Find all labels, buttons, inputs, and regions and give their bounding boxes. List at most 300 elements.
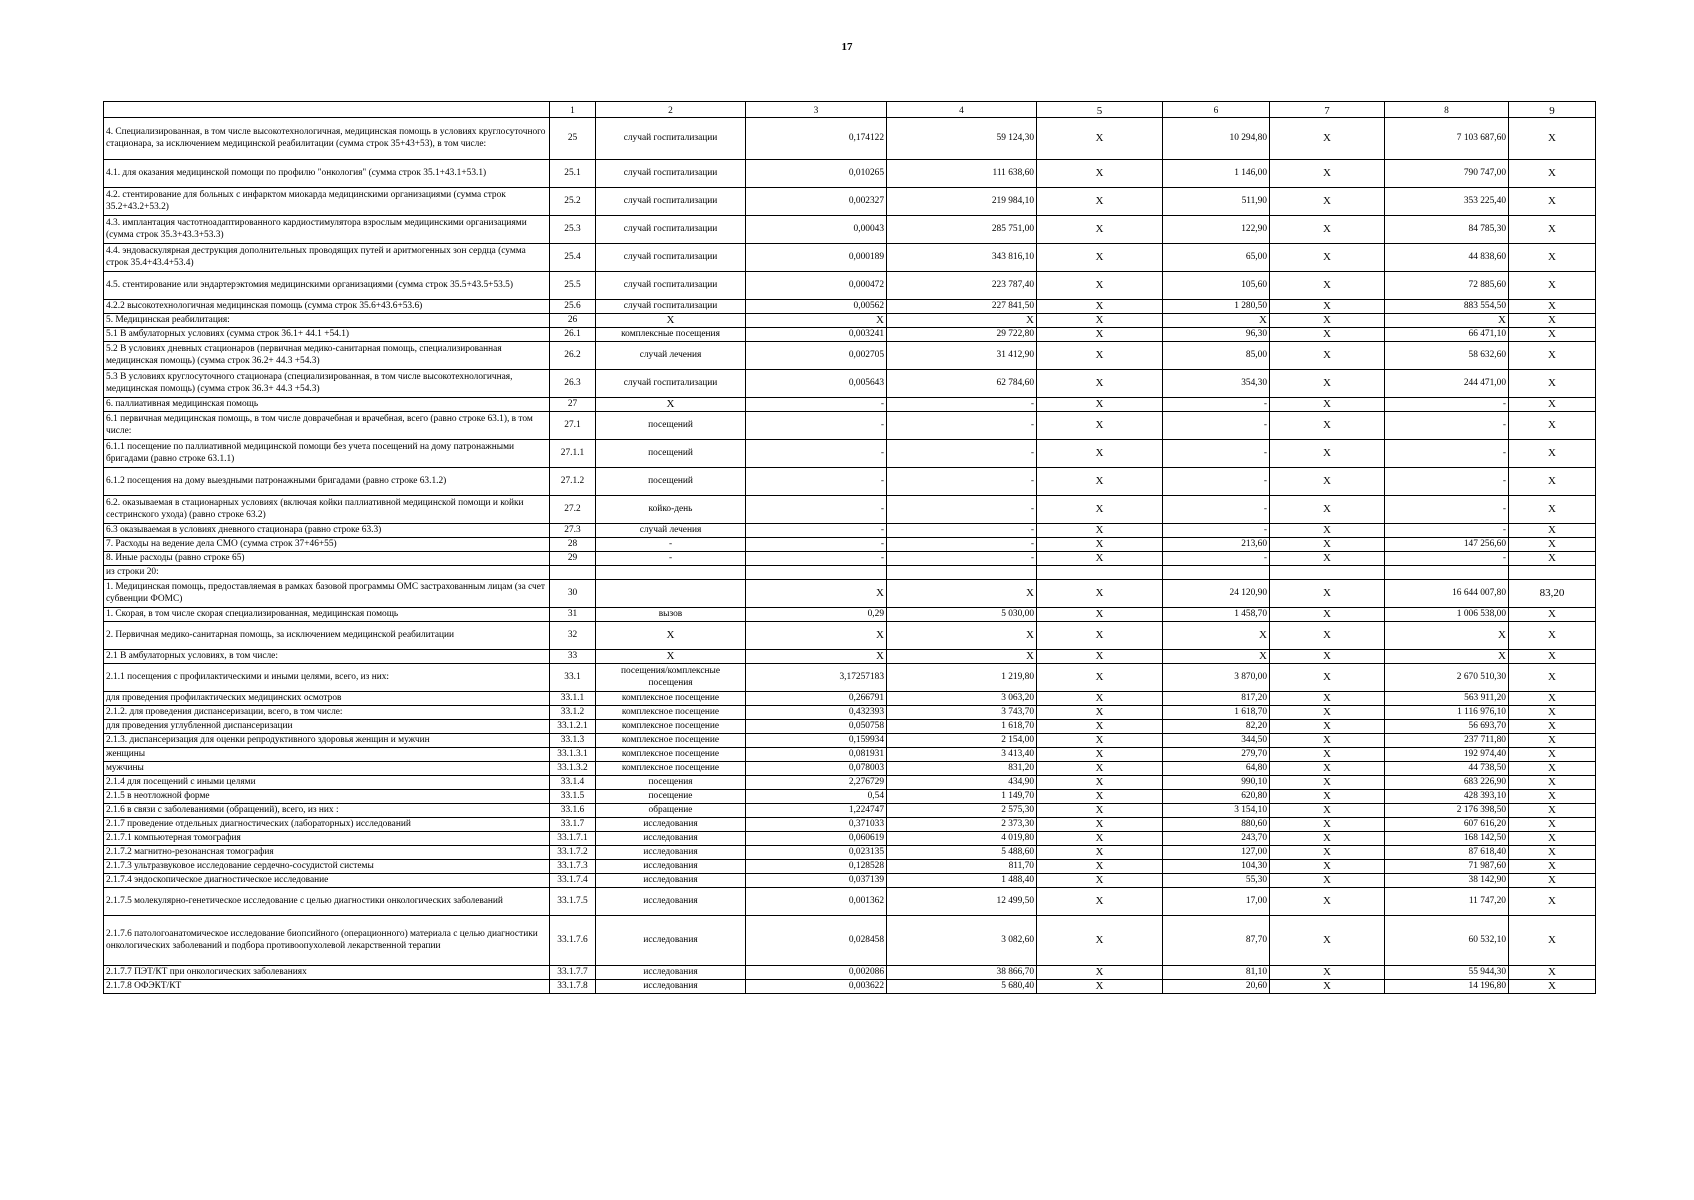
- table-cell: -: [1163, 496, 1270, 524]
- table-cell: X: [1509, 412, 1596, 440]
- table-row: [104, 272, 1596, 300]
- row-label-cell: из строки 20:: [104, 566, 550, 580]
- table-cell: 237 711,80: [1385, 734, 1509, 748]
- table-cell: X: [1037, 342, 1163, 370]
- table-row: [104, 860, 1596, 874]
- table-cell: -: [746, 440, 887, 468]
- table-cell: 5 488,60: [887, 846, 1037, 860]
- table-cell: случай госпитализации: [596, 370, 746, 398]
- table-cell: 1 219,80: [887, 664, 1037, 692]
- table-cell: 0,010265: [746, 160, 887, 188]
- table-row: [104, 468, 1596, 496]
- table-cell: X: [1037, 664, 1163, 692]
- table-cell: 213,60: [1163, 538, 1270, 552]
- table-cell: X: [1270, 748, 1385, 762]
- table-cell: X: [1037, 888, 1163, 916]
- table-cell: 883 554,50: [1385, 300, 1509, 314]
- table-cell: 0,050758: [746, 720, 887, 734]
- table-cell: случай госпитализации: [596, 300, 746, 314]
- table-row: [104, 496, 1596, 524]
- table-cell: 434,90: [887, 776, 1037, 790]
- table-cell: 127,00: [1163, 846, 1270, 860]
- table-row: [104, 160, 1596, 188]
- table-row: [104, 524, 1596, 538]
- table-cell: X: [1509, 692, 1596, 706]
- table-cell: 33.1.3: [550, 734, 596, 748]
- table-cell: 72 885,60: [1385, 272, 1509, 300]
- table-cell: X: [1270, 580, 1385, 608]
- table-cell: X: [1509, 832, 1596, 846]
- table-cell: -: [746, 468, 887, 496]
- table-cell: 26.1: [550, 328, 596, 342]
- table-row: [104, 342, 1596, 370]
- table-row: [104, 762, 1596, 776]
- table-cell: X: [596, 314, 746, 328]
- table-cell: X: [1270, 608, 1385, 622]
- table-cell: комплексные посещения: [596, 328, 746, 342]
- table-cell: 82,20: [1163, 720, 1270, 734]
- table-cell: X: [1509, 524, 1596, 538]
- table-cell: X: [1037, 440, 1163, 468]
- table-cell: -: [746, 552, 887, 566]
- table-cell: X: [1037, 538, 1163, 552]
- table-cell: 104,30: [1163, 860, 1270, 874]
- table-cell: X: [1037, 734, 1163, 748]
- table-row: [104, 706, 1596, 720]
- table-cell: X: [1037, 874, 1163, 888]
- column-number-header: 1: [550, 102, 596, 118]
- table-cell: 1,224747: [746, 804, 887, 818]
- table-cell: X: [1037, 790, 1163, 804]
- table-cell: X: [1509, 244, 1596, 272]
- column-number-header: 7: [1270, 102, 1385, 118]
- table-cell: 25.2: [550, 188, 596, 216]
- table-cell: X: [1270, 398, 1385, 412]
- table-cell: X: [1270, 552, 1385, 566]
- table-cell: X: [1037, 580, 1163, 608]
- table-cell: 33.1.7.3: [550, 860, 596, 874]
- row-label-cell: 2.1.6 в связи с заболеваниями (обращений), всего, из них :: [104, 804, 550, 818]
- row-label-cell: 2.1.7.8 ОФЭКТ/КТ: [104, 980, 550, 994]
- table-cell: X: [1270, 300, 1385, 314]
- table-cell: 0,00562: [746, 300, 887, 314]
- table-cell: X: [1385, 314, 1509, 328]
- table-cell: 33.1.3.1: [550, 748, 596, 762]
- table-cell: -: [1385, 524, 1509, 538]
- table-cell: X: [887, 622, 1037, 650]
- column-number-header: 4: [887, 102, 1037, 118]
- table-cell: 62 784,60: [887, 370, 1037, 398]
- table-cell: 27.1: [550, 412, 596, 440]
- table-cell: случай госпитализации: [596, 272, 746, 300]
- table-cell: 66 471,10: [1385, 328, 1509, 342]
- table-cell: 0,028458: [746, 916, 887, 966]
- table-cell: 1 280,50: [1163, 300, 1270, 314]
- table-cell: -: [1163, 440, 1270, 468]
- table-cell: исследования: [596, 888, 746, 916]
- table-cell: 3 870,00: [1163, 664, 1270, 692]
- table-row: [104, 966, 1596, 980]
- row-label-cell: 8. Иные расходы (равно строке 65): [104, 552, 550, 566]
- row-label-cell: 6. паллиативная медицинская помощь: [104, 398, 550, 412]
- table-row: [104, 608, 1596, 622]
- table-cell: 0,000472: [746, 272, 887, 300]
- table-cell: 12 499,50: [887, 888, 1037, 916]
- table-cell: 0,003241: [746, 328, 887, 342]
- table-cell: 279,70: [1163, 748, 1270, 762]
- table-cell: 244 471,00: [1385, 370, 1509, 398]
- table-cell: X: [1270, 860, 1385, 874]
- table-cell: X: [1270, 538, 1385, 552]
- table-cell: 84 785,30: [1385, 216, 1509, 244]
- table-cell: 2 373,30: [887, 818, 1037, 832]
- table-cell: [550, 566, 596, 580]
- table-cell: 33: [550, 650, 596, 664]
- table-cell: 11 747,20: [1385, 888, 1509, 916]
- table-cell: 0,078003: [746, 762, 887, 776]
- table-cell: 2 176 398,50: [1385, 804, 1509, 818]
- table-cell: X: [1270, 980, 1385, 994]
- table-cell: X: [1509, 762, 1596, 776]
- table-cell: X: [596, 622, 746, 650]
- table-cell: 56 693,70: [1385, 720, 1509, 734]
- table-cell: 33.1.5: [550, 790, 596, 804]
- table-cell: случай госпитализации: [596, 160, 746, 188]
- table-row: [104, 552, 1596, 566]
- table-cell: 105,60: [1163, 272, 1270, 300]
- table-cell: X: [1509, 650, 1596, 664]
- table-cell: посещений: [596, 440, 746, 468]
- table-cell: 27: [550, 398, 596, 412]
- table-cell: X: [1037, 524, 1163, 538]
- table-cell: X: [1037, 188, 1163, 216]
- table-cell: 58 632,60: [1385, 342, 1509, 370]
- table-cell: -: [887, 538, 1037, 552]
- table-cell: посещений: [596, 468, 746, 496]
- table-cell: 2,276729: [746, 776, 887, 790]
- table-cell: 71 987,60: [1385, 860, 1509, 874]
- table-cell: 0,005643: [746, 370, 887, 398]
- table-cell: 33.1.7.5: [550, 888, 596, 916]
- table-cell: 1 146,00: [1163, 160, 1270, 188]
- table-cell: X: [746, 650, 887, 664]
- table-cell: X: [1037, 916, 1163, 966]
- table-cell: 428 393,10: [1385, 790, 1509, 804]
- table-cell: X: [1037, 496, 1163, 524]
- table-cell: X: [1509, 776, 1596, 790]
- table-cell: 990,10: [1163, 776, 1270, 790]
- table-cell: исследования: [596, 860, 746, 874]
- table-cell: 192 974,40: [1385, 748, 1509, 762]
- table-cell: X: [1270, 818, 1385, 832]
- table-row: [104, 412, 1596, 440]
- table-cell: 0,266791: [746, 692, 887, 706]
- table-cell: [746, 566, 887, 580]
- table-row: [104, 980, 1596, 994]
- table-cell: 0,060619: [746, 832, 887, 846]
- table-cell: 33.1.3.2: [550, 762, 596, 776]
- row-label-cell: 6.1.2 посещения на дому выездными патронажными бригадами (равно строке 63.1.2): [104, 468, 550, 496]
- table-cell: -: [746, 412, 887, 440]
- table-cell: 24 120,90: [1163, 580, 1270, 608]
- table-cell: X: [1509, 804, 1596, 818]
- table-cell: -: [746, 398, 887, 412]
- table-cell: 1 116 976,10: [1385, 706, 1509, 720]
- table-cell: X: [1037, 468, 1163, 496]
- table-cell: X: [1509, 980, 1596, 994]
- table-cell: X: [1270, 888, 1385, 916]
- table-row: [104, 244, 1596, 272]
- table-cell: -: [1385, 440, 1509, 468]
- column-number-header: 2: [596, 102, 746, 118]
- table-cell: -: [1163, 412, 1270, 440]
- table-cell: X: [1270, 804, 1385, 818]
- table-row: [104, 888, 1596, 916]
- table-cell: 33.1.7: [550, 818, 596, 832]
- table-cell: 3 082,60: [887, 916, 1037, 966]
- table-cell: 27.3: [550, 524, 596, 538]
- table-cell: X: [1037, 692, 1163, 706]
- table-cell: -: [596, 538, 746, 552]
- table-cell: X: [1509, 342, 1596, 370]
- table-cell: 147 256,60: [1385, 538, 1509, 552]
- table-cell: X: [1270, 916, 1385, 966]
- table-cell: X: [1163, 650, 1270, 664]
- table-cell: X: [1509, 328, 1596, 342]
- table-cell: X: [1270, 496, 1385, 524]
- table-row: [104, 566, 1596, 580]
- table-cell: X: [1270, 440, 1385, 468]
- table-row: [104, 440, 1596, 468]
- table-cell: X: [746, 622, 887, 650]
- row-label-cell: 2.1.7.3 ультразвуковое исследование сердечно-сосудистой системы: [104, 860, 550, 874]
- column-number-header: 8: [1385, 102, 1509, 118]
- table-cell: 2 154,00: [887, 734, 1037, 748]
- table-cell: 511,90: [1163, 188, 1270, 216]
- row-label-cell: 4. Специализированная, в том числе высокотехнологичная, медицинская помощь в условиях круглосуточного стационара, за исключением медицинской реабилитации (сумма строк 35+43+53), в том числе:: [104, 118, 550, 160]
- table-cell: X: [1037, 980, 1163, 994]
- table-cell: 33.1.1: [550, 692, 596, 706]
- table-cell: X: [1270, 244, 1385, 272]
- table-cell: комплексное посещение: [596, 720, 746, 734]
- table-cell: случай госпитализации: [596, 188, 746, 216]
- table-cell: 27.2: [550, 496, 596, 524]
- table-cell: 3 413,40: [887, 748, 1037, 762]
- table-cell: X: [1037, 818, 1163, 832]
- row-label-cell: для проведения углубленной диспансеризации: [104, 720, 550, 734]
- table-cell: X: [1270, 118, 1385, 160]
- table-cell: 26: [550, 314, 596, 328]
- row-label-cell: мужчины: [104, 762, 550, 776]
- table-cell: 25: [550, 118, 596, 160]
- table-cell: -: [887, 524, 1037, 538]
- table-cell: 33.1.7.4: [550, 874, 596, 888]
- table-cell: 0,159934: [746, 734, 887, 748]
- table-cell: X: [1270, 160, 1385, 188]
- table-cell: X: [1270, 664, 1385, 692]
- table-cell: случай лечения: [596, 342, 746, 370]
- table-cell: комплексное посещение: [596, 706, 746, 720]
- table-cell: 25.4: [550, 244, 596, 272]
- row-label-cell: 2.1.7.7 ПЭТ/КТ при онкологических заболеваниях: [104, 966, 550, 980]
- table-cell: X: [1509, 966, 1596, 980]
- table-cell: X: [1037, 832, 1163, 846]
- table-cell: 85,00: [1163, 342, 1270, 370]
- row-label-cell: 2.1.2. для проведения диспансеризации, всего, в том числе:: [104, 706, 550, 720]
- table-cell: -: [887, 412, 1037, 440]
- table-cell: 96,30: [1163, 328, 1270, 342]
- table-cell: случай лечения: [596, 524, 746, 538]
- table-cell: 790 747,00: [1385, 160, 1509, 188]
- row-label-cell: 4.3. имплантация частотноадаптированного кардиостимулятора взрослым медицинскими организациями (сумма строк 35.3+43.3+53.3): [104, 216, 550, 244]
- table-cell: X: [1037, 272, 1163, 300]
- table-row: [104, 832, 1596, 846]
- table-cell: 285 751,00: [887, 216, 1037, 244]
- table-cell: -: [887, 496, 1037, 524]
- table-cell: 0,432393: [746, 706, 887, 720]
- table-cell: X: [1509, 440, 1596, 468]
- table-row: [104, 874, 1596, 888]
- table-row: [104, 776, 1596, 790]
- table-cell: X: [1270, 314, 1385, 328]
- table-cell: 33.1.7.8: [550, 980, 596, 994]
- table-cell: X: [1270, 776, 1385, 790]
- table-cell: X: [1037, 244, 1163, 272]
- table-cell: комплексное посещение: [596, 748, 746, 762]
- table-cell: X: [1509, 468, 1596, 496]
- table-cell: 0,002705: [746, 342, 887, 370]
- table-cell: 2 670 510,30: [1385, 664, 1509, 692]
- table-cell: 0,003622: [746, 980, 887, 994]
- table-cell: [1037, 566, 1163, 580]
- table-cell: 1 618,70: [887, 720, 1037, 734]
- table-cell: X: [1037, 966, 1163, 980]
- column-number-header: 6: [1163, 102, 1270, 118]
- table-cell: 683 226,90: [1385, 776, 1509, 790]
- table-cell: случай госпитализации: [596, 216, 746, 244]
- table-cell: 55,30: [1163, 874, 1270, 888]
- table-cell: 831,20: [887, 762, 1037, 776]
- table-cell: 0,000189: [746, 244, 887, 272]
- table-cell: 20,60: [1163, 980, 1270, 994]
- row-label-cell: 6.3 оказываемая в условиях дневного стационара (равно строке 63.3): [104, 524, 550, 538]
- table-cell: X: [1037, 370, 1163, 398]
- column-number-header: 3: [746, 102, 887, 118]
- table-cell: 3,17257183: [746, 664, 887, 692]
- row-label-cell: 2.1.1 посещения с профилактическими и иными целями, всего, из них:: [104, 664, 550, 692]
- table-row: [104, 300, 1596, 314]
- table-cell: исследования: [596, 966, 746, 980]
- table-cell: 33.1: [550, 664, 596, 692]
- table-cell: 0,037139: [746, 874, 887, 888]
- table-cell: [1270, 566, 1385, 580]
- table-cell: -: [1163, 552, 1270, 566]
- table-header-row: [104, 102, 1596, 118]
- table-cell: 243,70: [1163, 832, 1270, 846]
- table-cell: X: [1037, 328, 1163, 342]
- row-label-cell: 2.1.7.5 молекулярно-генетическое исследование с целью диагностики онкологических заболеваний: [104, 888, 550, 916]
- table-cell: 563 911,20: [1385, 692, 1509, 706]
- table-cell: 25.5: [550, 272, 596, 300]
- table-cell: 1 149,70: [887, 790, 1037, 804]
- table-cell: 30: [550, 580, 596, 608]
- table-cell: X: [1270, 216, 1385, 244]
- table-cell: X: [1509, 706, 1596, 720]
- table-cell: 3 154,10: [1163, 804, 1270, 818]
- table-cell: X: [1270, 846, 1385, 860]
- table-cell: X: [1385, 650, 1509, 664]
- table-cell: 27.1.2: [550, 468, 596, 496]
- row-label-cell: 6.1 первичная медицинская помощь, в том числе доврачебная и врачебная, всего (равно строке 63.1), в том числе:: [104, 412, 550, 440]
- table-cell: X: [1509, 874, 1596, 888]
- table-cell: -: [887, 468, 1037, 496]
- table-cell: [1385, 566, 1509, 580]
- table-cell: X: [1163, 622, 1270, 650]
- row-label-cell: 4.1. для оказания медицинской помощи по профилю "онкология" (сумма строк 35.1+43.1+53.1): [104, 160, 550, 188]
- table-cell: X: [1385, 622, 1509, 650]
- table-cell: X: [1037, 552, 1163, 566]
- table-row: [104, 804, 1596, 818]
- table-cell: 14 196,80: [1385, 980, 1509, 994]
- table-cell: 0,29: [746, 608, 887, 622]
- table-cell: X: [1509, 216, 1596, 244]
- table-cell: 25.6: [550, 300, 596, 314]
- table-cell: 1 006 538,00: [1385, 608, 1509, 622]
- table-cell: исследования: [596, 818, 746, 832]
- row-label-cell: 2.1.7.6 патологоанатомическое исследование биопсийного (операционного) материала с целью диагностики онкологических заболеваний и подбора противоопухолевой лекарственной терапии: [104, 916, 550, 966]
- table-cell: 60 532,10: [1385, 916, 1509, 966]
- table-cell: X: [1509, 664, 1596, 692]
- table-cell: -: [1163, 468, 1270, 496]
- table-cell: X: [1037, 412, 1163, 440]
- table-cell: 0,001362: [746, 888, 887, 916]
- row-label-cell: 4.4. эндоваскулярная деструкция дополнительных проводящих путей и аритмогенных зон сердца (сумма строк 35.4+43.4+53.4): [104, 244, 550, 272]
- table-cell: 59 124,30: [887, 118, 1037, 160]
- table-cell: 3 063,20: [887, 692, 1037, 706]
- table-cell: 29 722,80: [887, 328, 1037, 342]
- table-cell: X: [1509, 818, 1596, 832]
- table-cell: X: [1509, 552, 1596, 566]
- table-cell: X: [1270, 412, 1385, 440]
- table-cell: 17,00: [1163, 888, 1270, 916]
- row-label-cell: 6.1.1 посещение по паллиативной медицинской помощи без учета посещений на дому патронажными бригадами (равно строке 63.1.1): [104, 440, 550, 468]
- table-cell: X: [1037, 776, 1163, 790]
- table-cell: X: [1270, 874, 1385, 888]
- row-label-cell: 2. Первичная медико-санитарная помощь, за исключением медицинской реабилитации: [104, 622, 550, 650]
- table-cell: 38 142,90: [1385, 874, 1509, 888]
- table-cell: 25.3: [550, 216, 596, 244]
- table-row: [104, 650, 1596, 664]
- row-label-cell: 5.1 В амбулаторных условиях (сумма строк 36.1+ 44.1 +54.1): [104, 328, 550, 342]
- table-cell: -: [1385, 468, 1509, 496]
- table-cell: 26.3: [550, 370, 596, 398]
- table-cell: X: [1037, 398, 1163, 412]
- table-cell: 223 787,40: [887, 272, 1037, 300]
- table-cell: 16 644 007,80: [1385, 580, 1509, 608]
- table-cell: X: [1163, 314, 1270, 328]
- table-cell: X: [1270, 650, 1385, 664]
- row-label-cell: 5.2 В условиях дневных стационаров (первичная медико-санитарная помощь, специализированная медицинская помощь) (сумма строк 36.2+ 44.3 +54.3): [104, 342, 550, 370]
- table-cell: X: [1037, 720, 1163, 734]
- table-cell: посещений: [596, 412, 746, 440]
- table-cell: 64,80: [1163, 762, 1270, 776]
- table-cell: 65,00: [1163, 244, 1270, 272]
- table-cell: 33.1.4: [550, 776, 596, 790]
- table-cell: койко-день: [596, 496, 746, 524]
- page-number: 17: [841, 41, 853, 53]
- table-row: [104, 692, 1596, 706]
- table-row: [104, 328, 1596, 342]
